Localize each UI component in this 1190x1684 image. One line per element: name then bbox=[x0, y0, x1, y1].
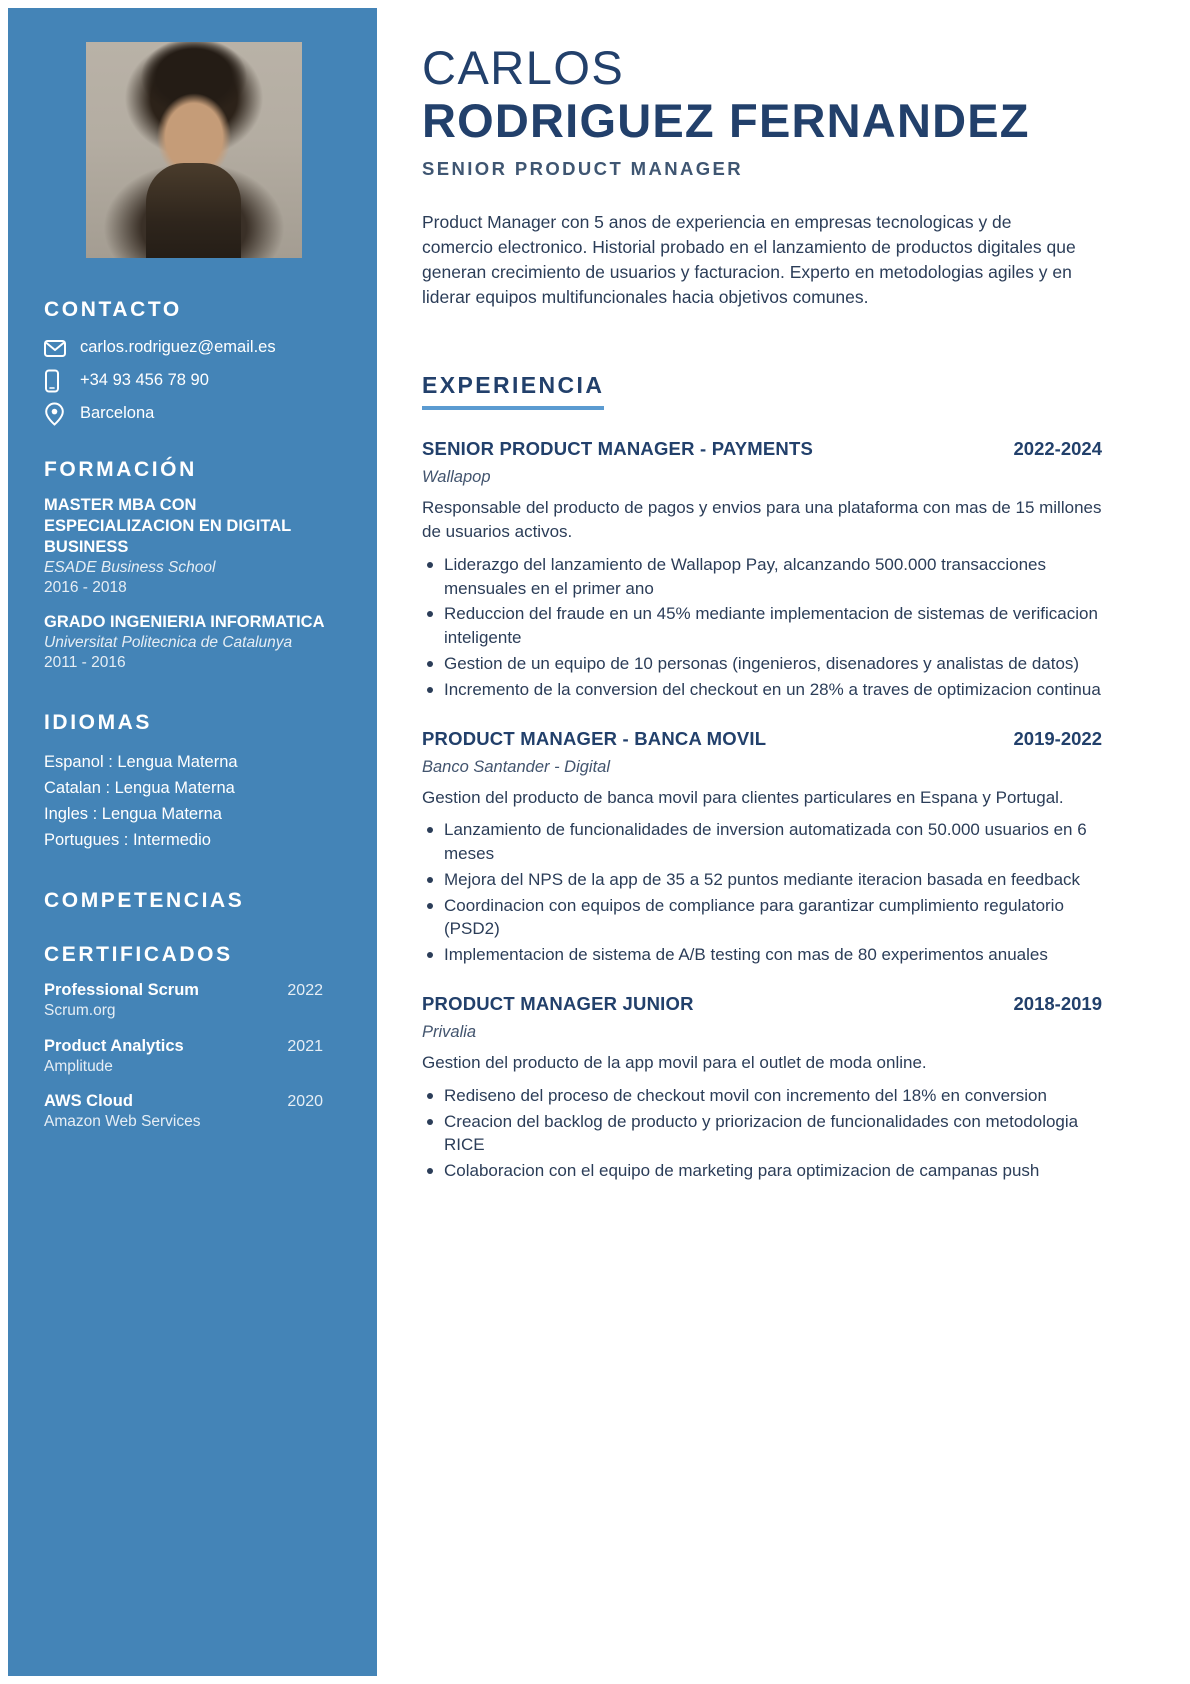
list-item: Creacion del backlog de producto y priorizacion de funcionalidades con metodologia RICE bbox=[422, 1110, 1102, 1158]
education-years: 2016 - 2018 bbox=[44, 579, 127, 597]
list-item: Ingles : Lengua Materna bbox=[44, 805, 222, 824]
certificate-name: AWS Cloud bbox=[44, 1092, 133, 1111]
list-item: Colaboracion con el equipo de marketing para optimizacion de campanas push bbox=[422, 1159, 1102, 1183]
phone-icon bbox=[44, 369, 70, 393]
education-years: 2011 - 2016 bbox=[44, 653, 126, 671]
certificate-year: 2020 bbox=[287, 1093, 323, 1111]
list-item: Reduccion del fraude en un 45% mediante implementacion de sistemas de verificacion inteligente bbox=[422, 602, 1102, 650]
experience-role: SENIOR PRODUCT MANAGER - PAYMENTS bbox=[422, 438, 814, 460]
contact-item-email[interactable] bbox=[44, 336, 343, 360]
certificate-header bbox=[44, 981, 343, 1000]
experience-bullets bbox=[422, 553, 1102, 702]
contacto-heading: CONTACTO bbox=[44, 298, 182, 321]
contact-phone-text: +34 93 456 78 90 bbox=[80, 371, 209, 390]
contact-item-location[interactable] bbox=[44, 402, 343, 426]
experience-company: Privalia bbox=[422, 1023, 477, 1042]
competencias-heading: COMPETENCIAS bbox=[44, 889, 245, 913]
section-formacion bbox=[44, 458, 343, 673]
experience-entry bbox=[422, 438, 1102, 701]
section-idiomas bbox=[44, 711, 343, 853]
list-item: Mejora del NPS de la app de 35 a 52 puntos mediante iteracion basada en feedback bbox=[422, 868, 1102, 892]
envelope-icon bbox=[44, 336, 70, 360]
education-school: Universitat Politecnica de Catalunya bbox=[44, 633, 293, 651]
list-item: Espanol : Lengua Materna bbox=[44, 753, 238, 771]
certificate-issuer: Scrum.org bbox=[44, 1002, 116, 1020]
experience-company: Banco Santander - Digital bbox=[422, 757, 611, 776]
education-item bbox=[44, 495, 343, 599]
certificate-year: 2021 bbox=[287, 1037, 323, 1055]
location-pin-icon bbox=[44, 402, 70, 426]
experience-role: PRODUCT MANAGER JUNIOR bbox=[422, 993, 694, 1015]
section-certificados bbox=[44, 943, 343, 1133]
contact-item-phone[interactable] bbox=[44, 369, 343, 393]
contact-list bbox=[44, 336, 343, 426]
experience-bullets bbox=[422, 818, 1102, 967]
list-item: Catalan : Lengua Materna bbox=[44, 779, 235, 798]
education-degree: GRADO INGENIERIA INFORMATICA bbox=[44, 612, 325, 631]
avatar bbox=[86, 42, 302, 258]
experience-company: Wallapop bbox=[422, 468, 491, 487]
education-school: ESADE Business School bbox=[44, 559, 216, 577]
experience-header bbox=[422, 438, 1102, 460]
list-item: Portugues : Intermedio bbox=[44, 831, 211, 850]
experience-description: Gestion del producto de la app movil para el outlet de moda online. bbox=[422, 1053, 927, 1073]
section-competencias bbox=[44, 889, 343, 913]
experience-dates: 2019-2022 bbox=[1013, 727, 1102, 749]
list-item: Rediseno del proceso de checkout movil con incremento del 18% en conversion bbox=[422, 1084, 1102, 1108]
contact-location-text: Barcelona bbox=[80, 404, 155, 423]
list-item bbox=[44, 1092, 343, 1133]
education-degree: MASTER MBA CON ESPECIALIZACION EN DIGITAL BUSINESS bbox=[44, 496, 291, 557]
list-item: Gestion de un equipo de 10 personas (ingenieros, disenadores y analistas de datos) bbox=[422, 652, 1102, 676]
experience-dates: 2018-2019 bbox=[1013, 993, 1102, 1015]
language-list bbox=[44, 749, 343, 853]
experience-description: Responsable del producto de pagos y envios para una plataforma con mas de 15 millones de usuarios activos. bbox=[422, 498, 1102, 541]
certificate-list bbox=[44, 981, 343, 1133]
experience-header bbox=[422, 728, 1102, 750]
certificate-name: Professional Scrum bbox=[44, 981, 199, 1000]
formacion-heading: FORMACIÓN bbox=[44, 458, 197, 481]
experience-entry bbox=[422, 728, 1102, 968]
list-item: Implementacion de sistema de A/B testing con mas de 80 experimentos anuales bbox=[422, 943, 1102, 967]
page-title-first-name: CARLOS bbox=[422, 41, 625, 94]
list-item: Coordinacion con equipos de compliance para garantizar cumplimiento regulatorio (PSD2) bbox=[422, 894, 1102, 942]
experience-dates: 2022-2024 bbox=[1013, 438, 1102, 460]
certificate-name: Product Analytics bbox=[44, 1036, 184, 1055]
list-item bbox=[44, 981, 343, 1022]
experience-bullets bbox=[422, 1084, 1102, 1183]
profile-summary: Product Manager con 5 anos de experiencia en empresas tecnologicas y de comercio electronico. Historial probado en el lanzamiento de productos digitales que generan crecimiento de usuarios y facturacion. Experto en metodologias agiles y en liderar equipos multifuncionales hacia objetivos comunes. bbox=[422, 212, 1076, 307]
experience-entry bbox=[422, 993, 1102, 1183]
experiencia-heading: EXPERIENCIA bbox=[422, 372, 604, 410]
list-item bbox=[44, 1037, 343, 1078]
education-item bbox=[44, 612, 343, 673]
certificate-issuer: Amazon Web Services bbox=[44, 1113, 201, 1131]
experience-description: Gestion del producto de banca movil para clientes particulares en Espana y Portugal. bbox=[422, 787, 1064, 807]
experience-role: PRODUCT MANAGER - BANCA MOVIL bbox=[422, 727, 767, 749]
idiomas-heading: IDIOMAS bbox=[44, 711, 153, 734]
contact-email-text: carlos.rodriguez@email.es bbox=[80, 338, 276, 357]
certificate-header bbox=[44, 1037, 343, 1056]
section-contacto bbox=[44, 298, 343, 426]
certificados-heading: CERTIFICADOS bbox=[44, 943, 233, 967]
certificate-header bbox=[44, 1092, 343, 1111]
resume-sheet bbox=[8, 8, 1182, 1676]
profile-photo bbox=[86, 42, 302, 258]
certificate-issuer: Amplitude bbox=[44, 1057, 113, 1075]
list-item: Liderazgo del lanzamiento de Wallapop Pay, alcanzando 500.000 transacciones mensuales en el primer ano bbox=[422, 553, 1102, 601]
list-item: Lanzamiento de funcionalidades de inversion automatizada con 50.000 usuarios en 6 meses bbox=[422, 818, 1102, 866]
main-content bbox=[377, 8, 1182, 1676]
experience-header bbox=[422, 993, 1102, 1015]
headline-job-title: SENIOR PRODUCT MANAGER bbox=[422, 158, 744, 180]
certificate-year: 2022 bbox=[287, 982, 323, 1000]
sidebar bbox=[8, 8, 377, 1676]
list-item: Incremento de la conversion del checkout en un 28% a traves de optimizacion continua bbox=[422, 678, 1102, 702]
page-title-last-name: RODRIGUEZ FERNANDEZ bbox=[422, 93, 1030, 147]
